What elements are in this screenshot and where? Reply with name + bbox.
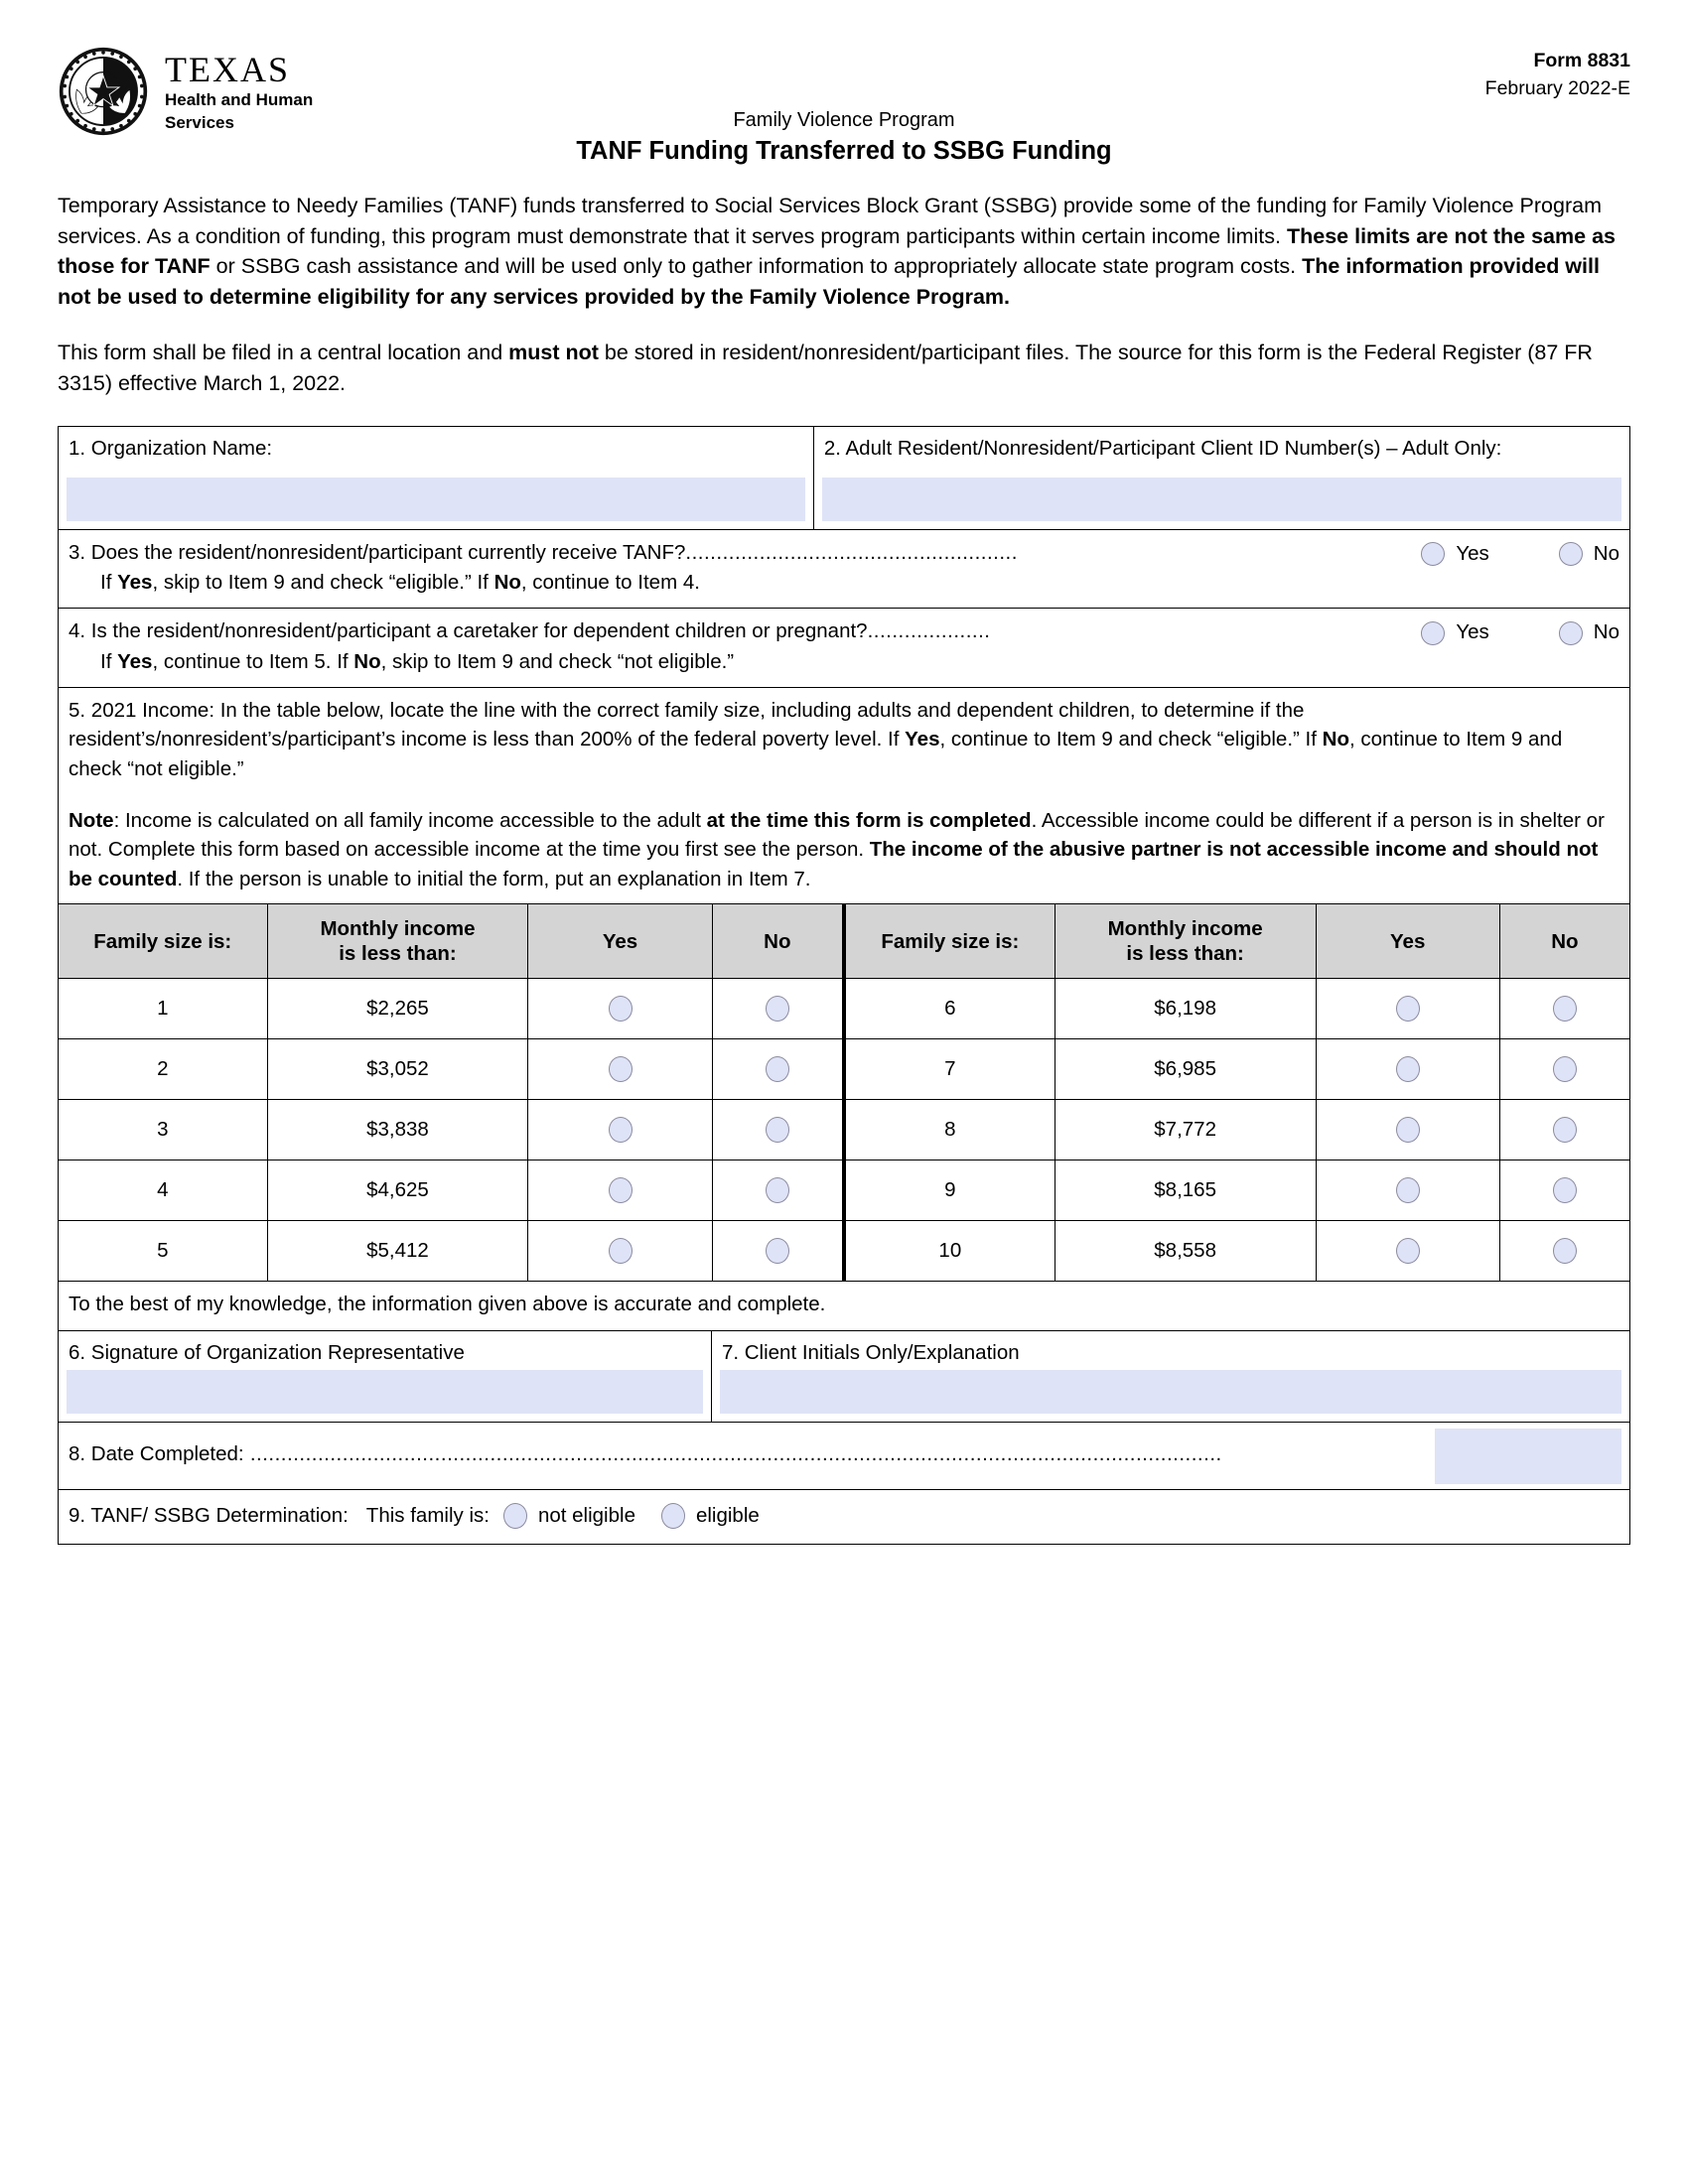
family-size-cell: 9 bbox=[844, 1160, 1055, 1221]
family-size-cell: 10 bbox=[844, 1221, 1055, 1282]
no-radio-cell[interactable] bbox=[712, 979, 844, 1039]
cell-item-2 bbox=[813, 427, 1629, 530]
no-radio-cell[interactable] bbox=[712, 1100, 844, 1160]
item-3-sub-yes: Yes bbox=[117, 571, 153, 595]
item-3-sub-d: , continue to Item 4. bbox=[520, 571, 700, 595]
radio-icon[interactable] bbox=[766, 1056, 789, 1082]
item-3-yes-label: Yes bbox=[1456, 541, 1489, 565]
client-initials-input[interactable] bbox=[720, 1370, 1621, 1414]
family-size-cell: 8 bbox=[844, 1100, 1055, 1160]
radio-icon[interactable] bbox=[1396, 1056, 1420, 1082]
item-3-dot-leader: ...................................................... bbox=[685, 540, 1018, 564]
radio-icon[interactable] bbox=[1421, 621, 1445, 645]
agency-name: TEXAS bbox=[165, 50, 290, 89]
radio-icon[interactable] bbox=[1396, 1117, 1420, 1143]
item-3-sub-c: , skip to Item 9 and check “eligible.” If bbox=[152, 571, 494, 595]
row-item-4 bbox=[59, 609, 1630, 687]
header-income-line-1: Monthly income bbox=[320, 916, 476, 940]
row-item-8 bbox=[59, 1423, 1630, 1490]
form-items-table bbox=[58, 426, 1630, 905]
income-limit-cell: $3,838 bbox=[267, 1100, 528, 1160]
item-5-part-c: , continue to Item 9 and check “eligible.” If bbox=[939, 728, 1323, 751]
yes-radio-cell[interactable] bbox=[1316, 1221, 1499, 1282]
item-5-part-d: , continue to Item 9 and check “not eligible.” bbox=[69, 728, 1563, 780]
determination-not-eligible-option[interactable] bbox=[503, 1503, 635, 1529]
income-limits-table bbox=[58, 903, 1630, 1282]
header-no-left: No bbox=[712, 904, 844, 979]
note-part-c: . Accessible income could be different if a person is in shelter or not. Complete this form based on accessible income at the time you first see the person. bbox=[69, 808, 1605, 862]
item-4-question: 4. Is the resident/nonresident/participant a caretaker for dependent children or pregnant? bbox=[69, 619, 868, 643]
intro-p1-part-c: or SSBG cash assistance and will be used only to gather information to appropriately allocate state program costs. bbox=[210, 254, 1303, 279]
item-4-options bbox=[1421, 616, 1619, 647]
eligible-label: eligible bbox=[695, 1503, 760, 1527]
yes-radio-cell[interactable] bbox=[528, 1221, 712, 1282]
item-3-question-row bbox=[69, 538, 1619, 569]
no-radio-cell[interactable] bbox=[1499, 979, 1629, 1039]
radio-icon[interactable] bbox=[609, 1177, 633, 1203]
note-label: Note bbox=[69, 808, 114, 832]
radio-icon[interactable] bbox=[1559, 621, 1583, 645]
income-limit-cell: $3,052 bbox=[267, 1039, 528, 1100]
radio-icon[interactable] bbox=[1396, 1238, 1420, 1264]
note-part-a: : Income is calculated on all family income accessible to the adult bbox=[113, 808, 707, 832]
item-8-row bbox=[59, 1423, 1629, 1489]
header-monthly-income-left bbox=[267, 904, 528, 979]
client-id-input[interactable] bbox=[822, 478, 1621, 521]
item-8-label: 8. Date Completed: bbox=[69, 1442, 244, 1466]
yes-radio-cell[interactable] bbox=[528, 1100, 712, 1160]
yes-radio-cell[interactable] bbox=[528, 979, 712, 1039]
yes-radio-cell[interactable] bbox=[1316, 1039, 1499, 1100]
header-yes-left: Yes bbox=[528, 904, 712, 979]
item-3-no-label: No bbox=[1593, 541, 1619, 565]
signature-input[interactable] bbox=[67, 1370, 703, 1414]
cell-item-5 bbox=[59, 687, 1630, 904]
item-7-label: 7. Client Initials Only/Explanation bbox=[721, 1340, 1020, 1364]
item-5-part-a: 5. 2021 Income: In the table below, locate the line with the correct family size, including adults and dependent children, to determine if the resident’s/nonresident’s/participant’s income is less than 200% of the federal poverty level. If bbox=[69, 698, 1305, 751]
attestation-statement: To the best of my knowledge, the information given above is accurate and complete. bbox=[58, 1282, 1630, 1331]
intro-p1-part-a: Temporary Assistance to Needy Families (TANF) funds transferred to Social Services Block Grant (SSBG) provide some of the funding for Family Violence Program services. As a condition of funding, this program must demonstrate that it serves program participants within certain income limits. bbox=[58, 194, 1602, 248]
table-row bbox=[59, 1221, 1630, 1282]
radio-icon[interactable] bbox=[503, 1503, 527, 1529]
program-name: Family Violence Program bbox=[733, 109, 955, 131]
item-4-sub-d: , skip to Item 9 and check “not eligible.” bbox=[380, 649, 735, 673]
item-2-label: 2. Adult Resident/Nonresident/Participant Client ID Number(s) – Adult Only: bbox=[823, 437, 1502, 461]
radio-icon[interactable] bbox=[1553, 1238, 1577, 1264]
intro-p2-bold: must not bbox=[508, 341, 599, 365]
item-3-sub-a: If bbox=[100, 571, 118, 595]
no-radio-cell[interactable] bbox=[1499, 1100, 1629, 1160]
item-9-row bbox=[59, 1490, 1629, 1544]
table-row bbox=[59, 1100, 1630, 1160]
item-4-no-option[interactable] bbox=[1559, 618, 1619, 647]
cell-item-8 bbox=[59, 1423, 1630, 1490]
note-bold-2: at the time this form is completed bbox=[706, 808, 1032, 832]
income-table-header-row bbox=[59, 904, 1630, 979]
item-4-dot-leader: .................... bbox=[867, 619, 991, 643]
yes-radio-cell[interactable] bbox=[1316, 1100, 1499, 1160]
header-family-size-right: Family size is: bbox=[844, 904, 1055, 979]
radio-icon[interactable] bbox=[609, 1117, 633, 1143]
item-3-instruction bbox=[69, 569, 1619, 598]
row-items-1-2 bbox=[59, 427, 1630, 530]
item-3-yes-option[interactable] bbox=[1421, 540, 1488, 569]
intro-paragraph-1 bbox=[58, 191, 1630, 312]
item-3-options bbox=[1421, 538, 1619, 569]
item-4-instruction bbox=[69, 648, 1619, 677]
income-limit-cell: $8,165 bbox=[1055, 1160, 1316, 1221]
determination-eligible-option[interactable] bbox=[661, 1503, 760, 1529]
income-limit-cell: $6,985 bbox=[1055, 1039, 1316, 1100]
intro-p2-part-c: be stored in resident/nonresident/participant files. The source for this form is the Federal Register (87 FR 3315) effective March 1, 2022. bbox=[58, 341, 1593, 395]
item-4-sub-a: If bbox=[100, 649, 118, 673]
no-radio-cell[interactable] bbox=[712, 1039, 844, 1100]
family-size-cell: 4 bbox=[59, 1160, 268, 1221]
radio-icon[interactable] bbox=[766, 1238, 789, 1264]
page-header bbox=[58, 46, 1630, 165]
date-completed-input[interactable] bbox=[1435, 1429, 1621, 1484]
yes-radio-cell[interactable] bbox=[528, 1039, 712, 1100]
radio-icon[interactable] bbox=[1553, 1056, 1577, 1082]
item-3-sub-no: No bbox=[493, 571, 521, 595]
item-1-label: 1. Organization Name: bbox=[69, 437, 273, 461]
not-eligible-label: not eligible bbox=[537, 1503, 635, 1527]
item-6-label: 6. Signature of Organization Representative bbox=[69, 1340, 465, 1364]
header-income-line-2: is less than: bbox=[339, 942, 457, 966]
family-size-cell: 5 bbox=[59, 1221, 268, 1282]
family-size-cell: 3 bbox=[59, 1100, 268, 1160]
agency-sub-line-1: Health and Human bbox=[165, 90, 314, 109]
radio-icon[interactable] bbox=[1559, 542, 1583, 566]
note-bold-3: The income of the abusive partner is not accessible income and should not be counted bbox=[69, 838, 1599, 891]
radio-icon[interactable] bbox=[766, 996, 789, 1022]
yes-radio-cell[interactable] bbox=[1316, 1160, 1499, 1221]
table-row bbox=[59, 979, 1630, 1039]
item-4-sub-c: , continue to Item 5. If bbox=[152, 649, 354, 673]
family-size-cell: 7 bbox=[844, 1039, 1055, 1100]
item-9-prompt: This family is: bbox=[365, 1503, 490, 1527]
form-number: Form 8831 bbox=[1533, 50, 1630, 71]
header-income-line-2: is less than: bbox=[1126, 942, 1244, 966]
signature-table bbox=[58, 1330, 1630, 1545]
agency-sub-line-2: Services bbox=[165, 113, 234, 133]
radio-icon[interactable] bbox=[661, 1503, 685, 1529]
cell-item-1 bbox=[59, 427, 814, 530]
radio-icon[interactable] bbox=[1553, 1117, 1577, 1143]
table-row bbox=[59, 1160, 1630, 1221]
radio-icon[interactable] bbox=[1553, 1177, 1577, 1203]
item-3-question: 3. Does the resident/nonresident/participant currently receive TANF? bbox=[69, 540, 686, 564]
header-family-size-left: Family size is: bbox=[59, 904, 268, 979]
header-income-line-1: Monthly income bbox=[1107, 916, 1263, 940]
row-item-5 bbox=[59, 687, 1630, 904]
no-radio-cell[interactable] bbox=[1499, 1160, 1629, 1221]
row-item-3 bbox=[59, 529, 1630, 608]
radio-icon[interactable] bbox=[1421, 542, 1445, 566]
yes-radio-cell[interactable] bbox=[1316, 979, 1499, 1039]
income-limit-cell: $6,198 bbox=[1055, 979, 1316, 1039]
item-4-yes-option[interactable] bbox=[1421, 618, 1488, 647]
intro-p1-bold-1: These limits are not the same as those for TANF bbox=[58, 223, 1616, 279]
item-4-no-label: No bbox=[1593, 620, 1619, 644]
item-5-text bbox=[69, 696, 1619, 784]
cell-item-7 bbox=[711, 1330, 1629, 1423]
family-size-cell: 2 bbox=[59, 1039, 268, 1100]
income-limit-cell: $8,558 bbox=[1055, 1221, 1316, 1282]
item-4-yes-label: Yes bbox=[1456, 620, 1489, 644]
no-radio-cell[interactable] bbox=[712, 1221, 844, 1282]
radio-icon[interactable] bbox=[1396, 996, 1420, 1022]
cell-item-3 bbox=[59, 529, 1630, 608]
note-part-d: . If the person is unable to initial the form, put an explanation in Item 7. bbox=[177, 868, 811, 891]
cell-item-6 bbox=[59, 1330, 712, 1423]
item-5-bold-no: No bbox=[1322, 728, 1349, 751]
radio-icon[interactable] bbox=[609, 1056, 633, 1082]
item-3-no-option[interactable] bbox=[1559, 540, 1619, 569]
income-limit-cell: $4,625 bbox=[267, 1160, 528, 1221]
header-yes-right: Yes bbox=[1316, 904, 1499, 979]
header-no-right: No bbox=[1499, 904, 1629, 979]
intro-text bbox=[58, 191, 1630, 398]
item-8-dot-leader: .............................................................................................................................................................. bbox=[243, 1442, 1222, 1466]
income-table-head bbox=[59, 904, 1630, 979]
intro-p2-part-a: This form shall be filed in a central location and bbox=[58, 341, 509, 365]
radio-icon[interactable] bbox=[1553, 996, 1577, 1022]
intro-p1-bold-2: The information provided will not be used to determine eligibility for any services provided by the Family Violence Program. bbox=[58, 254, 1600, 309]
form-revision-date: February 2022-E bbox=[1484, 76, 1630, 99]
header-monthly-income-right bbox=[1055, 904, 1316, 979]
family-size-cell: 1 bbox=[59, 979, 268, 1039]
cell-item-4 bbox=[59, 609, 1630, 687]
item-4-question-row bbox=[69, 616, 1619, 647]
form-metadata bbox=[1485, 48, 1630, 102]
item-4-sub-no: No bbox=[353, 649, 381, 673]
income-limit-cell: $7,772 bbox=[1055, 1100, 1316, 1160]
cell-item-9 bbox=[59, 1489, 1630, 1544]
intro-paragraph-2 bbox=[58, 338, 1630, 398]
title-block bbox=[58, 107, 1630, 168]
income-limit-cell: $2,265 bbox=[267, 979, 528, 1039]
item-3-text bbox=[69, 538, 1421, 568]
radio-icon[interactable] bbox=[1396, 1177, 1420, 1203]
organization-name-input[interactable] bbox=[67, 478, 805, 521]
item-4-sub-yes: Yes bbox=[117, 649, 153, 673]
page-title: TANF Funding Transferred to SSBG Funding bbox=[576, 137, 1112, 165]
radio-icon[interactable] bbox=[609, 1238, 633, 1264]
item-5-note bbox=[69, 806, 1619, 894]
family-size-cell: 6 bbox=[844, 979, 1055, 1039]
item-4-text bbox=[69, 616, 1421, 646]
item-9-label: 9. TANF/ SSBG Determination: bbox=[69, 1503, 349, 1527]
radio-icon[interactable] bbox=[766, 1177, 789, 1203]
row-items-6-7 bbox=[59, 1330, 1630, 1423]
item-5-bold-yes: Yes bbox=[905, 728, 940, 751]
table-row bbox=[59, 1039, 1630, 1100]
yes-radio-cell[interactable] bbox=[528, 1160, 712, 1221]
no-radio-cell[interactable] bbox=[1499, 1221, 1629, 1282]
no-radio-cell[interactable] bbox=[1499, 1039, 1629, 1100]
radio-icon[interactable] bbox=[609, 996, 633, 1022]
radio-icon[interactable] bbox=[766, 1117, 789, 1143]
income-table-body bbox=[59, 979, 1630, 1282]
income-limit-cell: $5,412 bbox=[267, 1221, 528, 1282]
row-item-9 bbox=[59, 1489, 1630, 1544]
no-radio-cell[interactable] bbox=[712, 1160, 844, 1221]
